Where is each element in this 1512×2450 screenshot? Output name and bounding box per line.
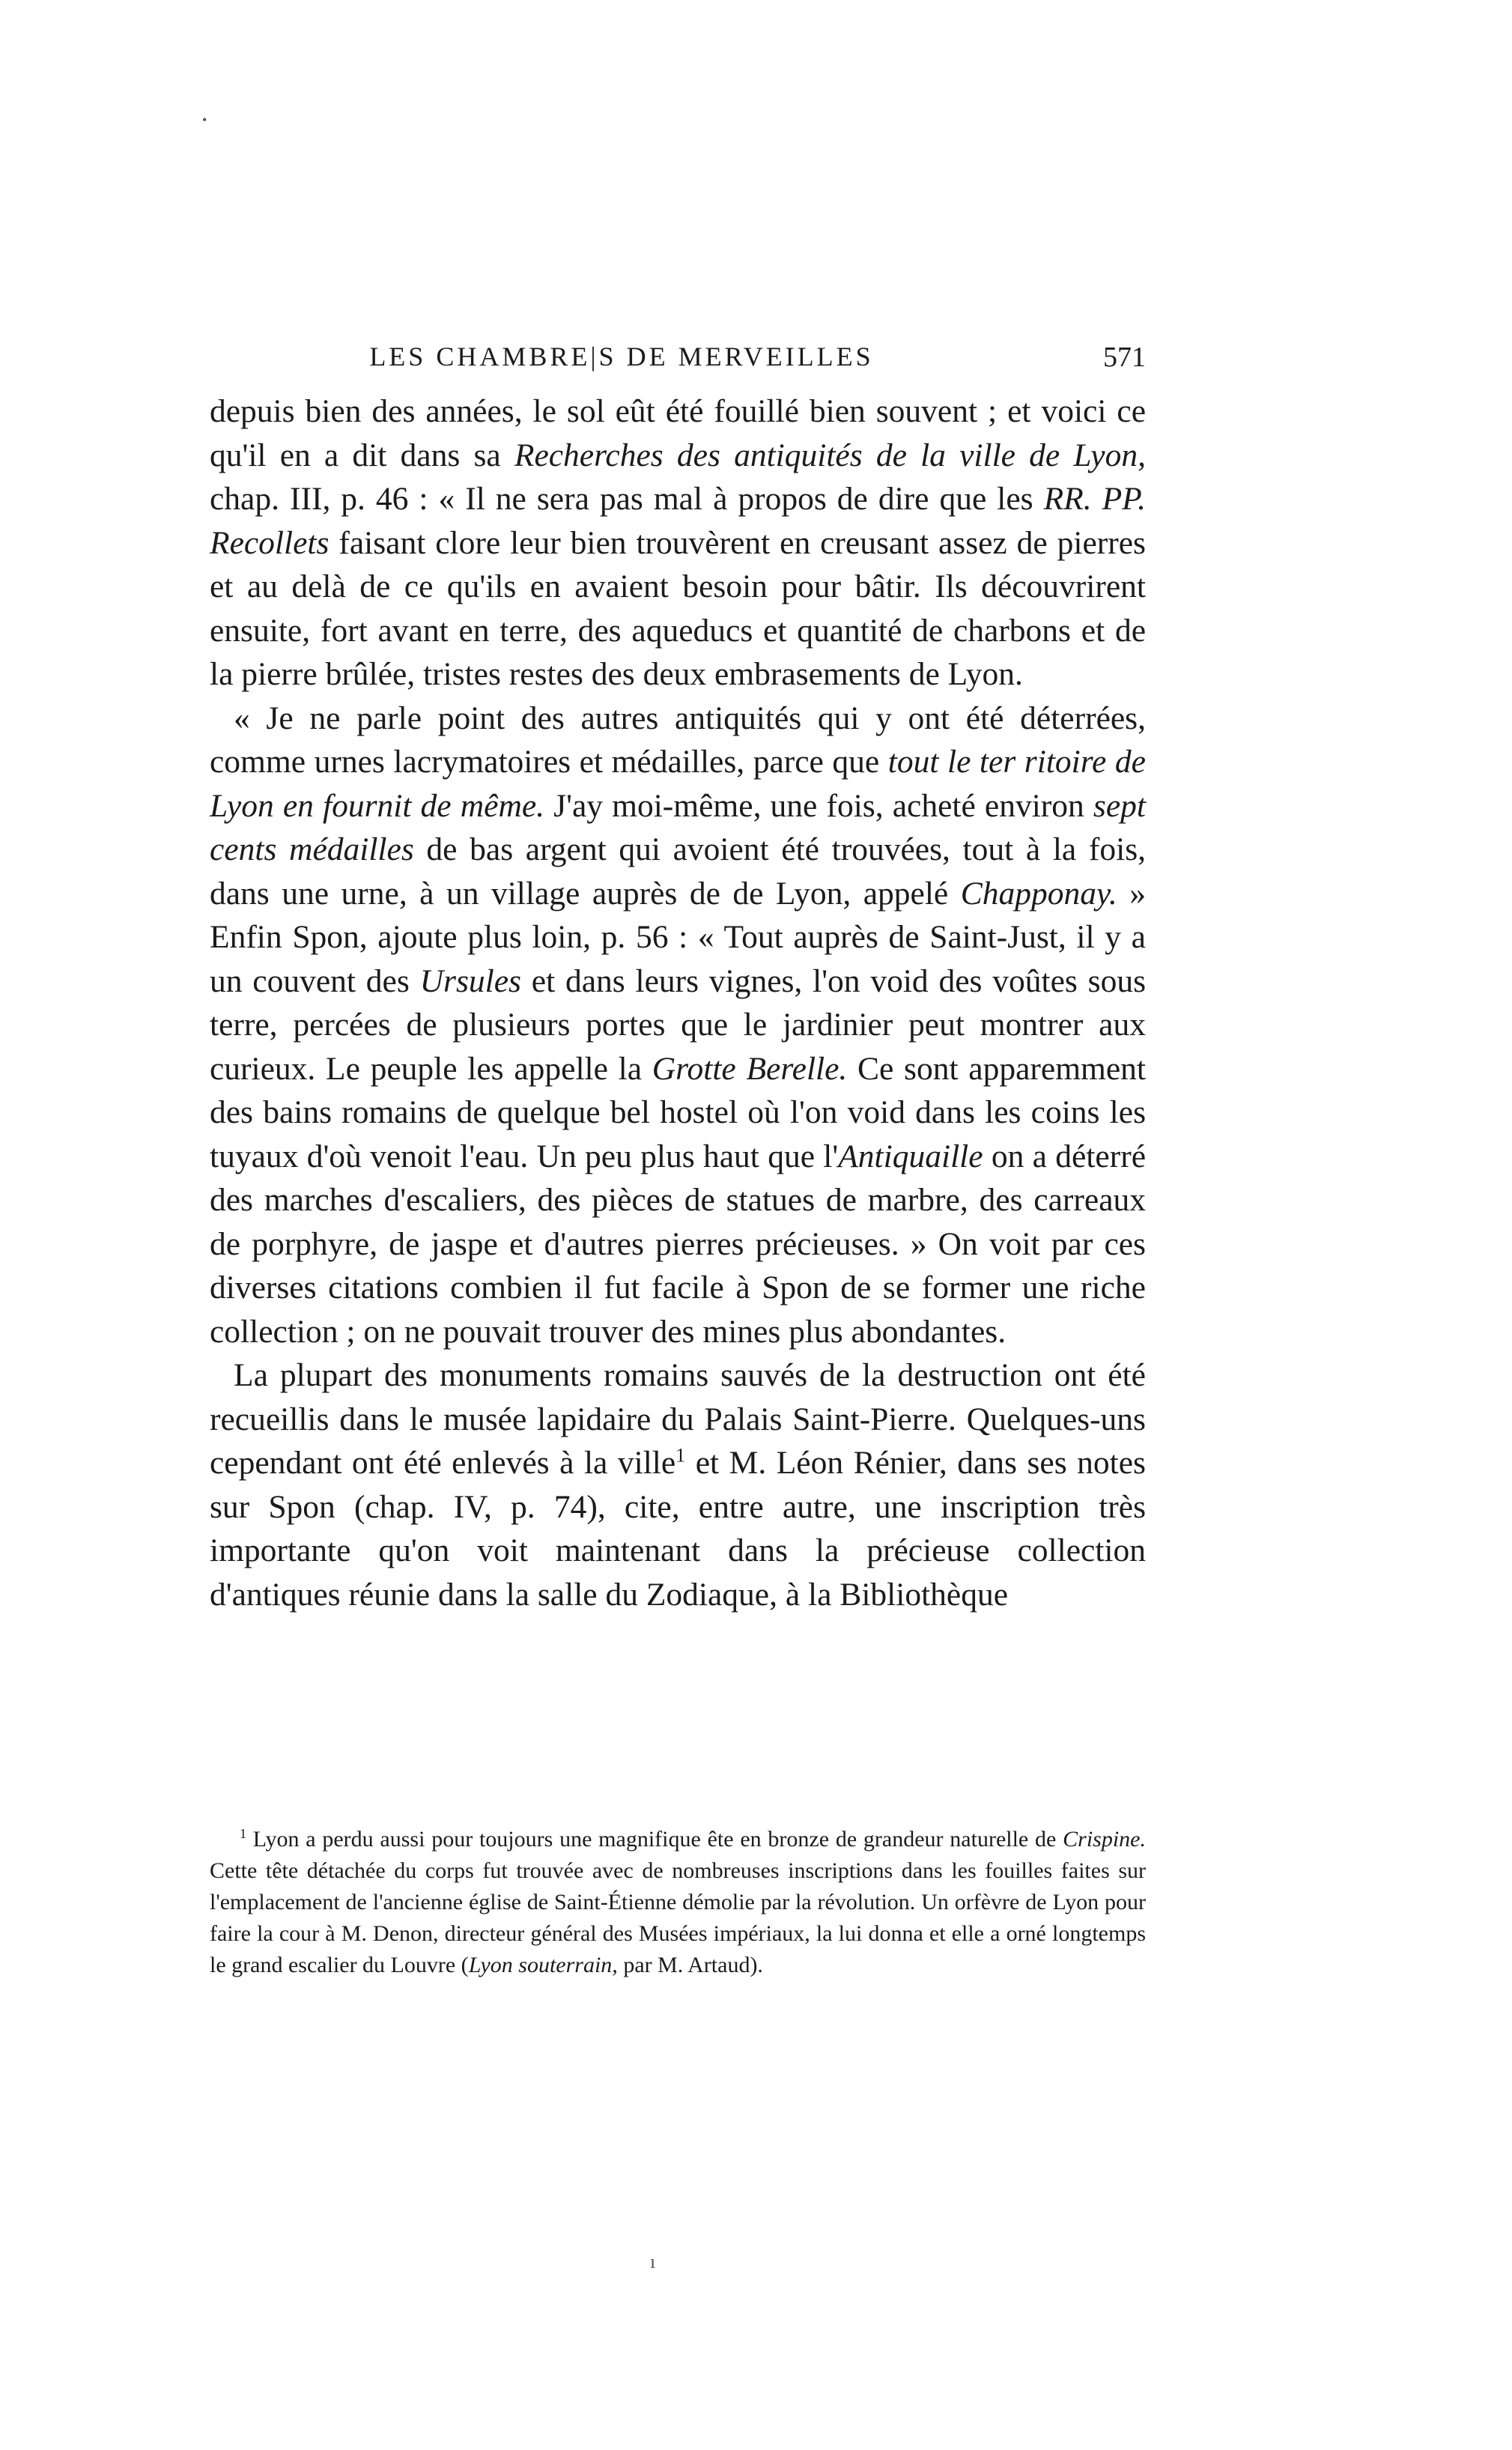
footnotes bbox=[210, 1824, 1146, 1981]
footnote-marker: 1 bbox=[240, 1826, 246, 1841]
running-title: LES CHAMBRE|S DE MERVEILLES bbox=[369, 342, 874, 372]
footnote-marker: 1 bbox=[675, 1444, 686, 1467]
text-run: Cette tête détachée du corps fut trouvée avec de nombreuses inscriptions dans les fouilles faites sur l'emplacement de l'ancienne église de Saint-Étienne démolie par la révolution. Un orfèvre de Lyon pour faire la cour à M. Denon, directeur général des Musées impériaux, la lui donna et elle a orné longtemps le grand escalier du Louvre ( bbox=[210, 1858, 1146, 1977]
text-run: faisant clore leur bien trouvèrent en creusant assez de pierres et au delà de ce qu'ils en avaient besoin pour bâtir. Ils découvrirent ensuite, fort avant en terre, des aqueducs et quantité de charbons et de la pierre brûlée, tristes restes des deux embrasements de Lyon. bbox=[210, 524, 1146, 692]
paragraph bbox=[210, 1353, 1146, 1616]
italic-run: tout le ter ritoire de Lyon en fournit de même. bbox=[210, 744, 1146, 824]
text-run: depuis bien des années, le sol eût été fouillé bien souvent ; et voici ce qu'il en a dit dans sa bbox=[210, 393, 1146, 473]
italic-run: Ursules bbox=[419, 962, 521, 999]
text-run: » Enfin Spon, ajoute plus loin, p. 56 : « Tout auprès de Saint-Just, il y a un couvent des bbox=[210, 875, 1147, 999]
paragraph bbox=[210, 389, 1146, 697]
text-run: et M. Léon Rénier, dans ses notes sur Spon (chap. IV, p. 74), cite, entre autre, une inscription très importante qu'on voit maintenant dans la précieuse collection d'antiques réunie dans la salle du Zodiaque, à la Bibliothèque bbox=[210, 1445, 1146, 1613]
italic-run: sept cents médailles bbox=[210, 787, 1146, 867]
paragraph bbox=[210, 697, 1146, 1354]
page-header bbox=[210, 341, 1146, 386]
italic-run: Grotte Berelle. bbox=[652, 1050, 848, 1087]
italic-run: Chapponay. bbox=[960, 875, 1117, 912]
text-run: Lyon a perdu aussi pour toujours une magnifique ête en bronze de grandeur naturelle de bbox=[246, 1827, 1063, 1852]
text-run: Ce sont apparemment des bains romains de quelque bel hostel où l'on void dans les coins les tuyaux d'où venoit l'eau. Un peu plus haut que l' bbox=[210, 1050, 1147, 1174]
page-number: 571 bbox=[1103, 342, 1146, 373]
stray-mark-top: • bbox=[202, 112, 207, 127]
italic-run: Recherches des antiquités de la ville de Lyon, bbox=[514, 437, 1146, 473]
body-text bbox=[210, 389, 1146, 1616]
text-run: La plupart des monuments romains sauvés de la destruction ont été recueillis dans le musée lapidaire du Palais Saint-Pierre. Quelques-uns cependant ont été enlevés à la ville bbox=[210, 1357, 1146, 1481]
text-run: on a déterré des marches d'escaliers, des pièces de statues de marbre, des carreaux de porphyre, de jaspe et d'autres pierres précieuses. » On voit par ces diverses citations combien il fut facile à Spon de se former une riche collection ; on ne pouvait trouver des mines plus abondantes. bbox=[210, 1138, 1146, 1350]
italic-run: RR. PP. Recollets bbox=[210, 481, 1146, 561]
text-run: J'ay moi-même, une fois, acheté environ bbox=[544, 787, 1093, 824]
italic-run: Lyon souterrain, bbox=[468, 1953, 618, 1977]
text-run: chap. III, p. 46 : « Il ne sera pas mal à propos de dire que les bbox=[210, 481, 1044, 517]
italic-run: Crispine. bbox=[1063, 1827, 1146, 1852]
text-run: et dans leurs vignes, l'on void des voûtes sous terre, percées de plusieurs portes que le jardinier peut montrer aux curieux. Le peuple les appelle la bbox=[210, 962, 1147, 1087]
text-run: par M. Artaud). bbox=[617, 1953, 763, 1977]
italic-run: Antiquaille bbox=[838, 1138, 983, 1174]
footnote bbox=[210, 1824, 1146, 1981]
stray-mark-bottom: ı bbox=[650, 2251, 656, 2272]
text-run: de bas argent qui avoient été trouvées, tout à la fois, dans une urne, à un village auprès de de Lyon, appelé bbox=[210, 831, 1147, 912]
text-run: « Je ne parle point des autres antiquités qui y ont été déterrées, comme urnes lacrymatoires et médailles, parce que bbox=[210, 700, 1146, 780]
